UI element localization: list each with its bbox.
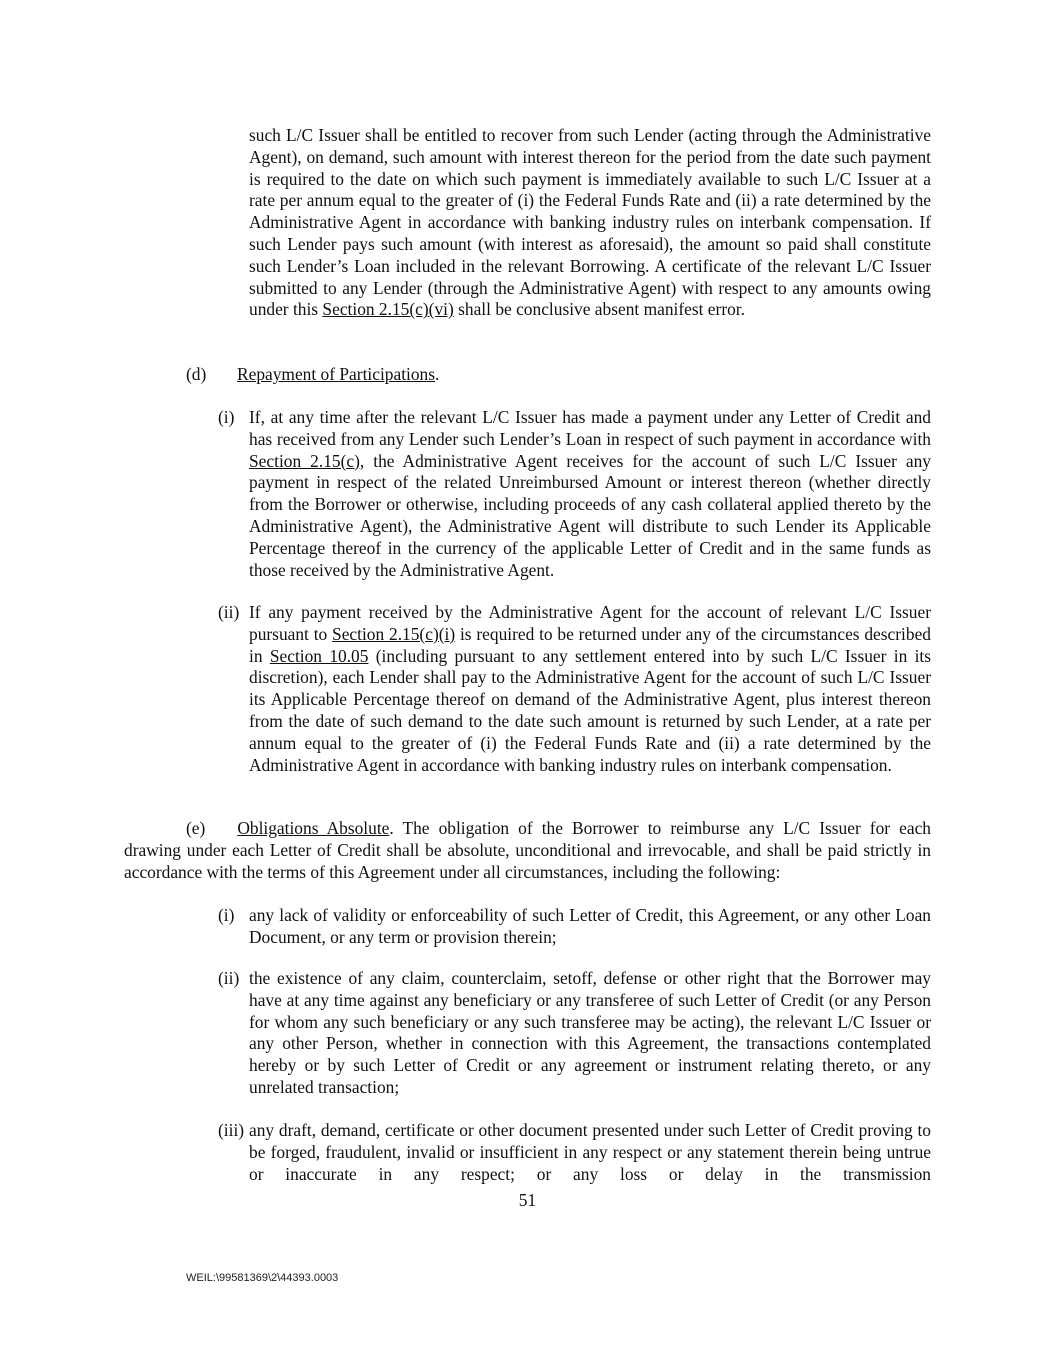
continuation-paragraph: such L/C Issuer shall be entitled to recover from such Lender (acting through the Administrative Agent), on demand, such amount with interest thereon for the period from the date such payment is required to the date on which such payment is immediately available to such L/C Issuer at a rate per annum equal to the greater of (i) the Federal Funds Rate and (ii) a rate determined by the Administrative Agent in accordance with banking industry rules on interbank compensation. If such Lender pays such amount (with interest as aforesaid), the amount so paid shall constitute such Lender’s Loan included in the relevant Borrowing. A certificate of the relevant L/C Issuer submitted to any Lender (through the Administrative Agent) with respect to any amounts owing under this Section 2.15(c)(vi) shall be conclusive absent manifest error. [249, 125, 931, 320]
section-e-item-i: any lack of validity or enforceability of such Letter of Credit, this Agreement, or any other Loan Document, or any term or provision therein; [249, 905, 931, 947]
page-number: 51 [518, 1190, 537, 1210]
section-ref: Section 2.15(c) [249, 450, 360, 471]
item-label: (ii) [218, 968, 240, 988]
section-d-item-ii: If any payment received by the Administrative Agent for the account of relevant L/C Issuer pursuant to Section 2.15(c)(i) is required to be returned under any of the circumstances described in Section 10.05 (including pursuant to any settlement entered into by such L/C Issuer in its discretion), each Lender shall pay to the Administrative Agent for the account of such L/C Issuer its Applicable Percentage thereof on demand of the Administrative Agent, plus interest thereon from the date of such demand to the date such amount is returned by such Lender, at a rate per annum equal to the greater of (i) the Federal Funds Rate and (ii) a rate determined by the Administrative Agent in accordance with banking industry rules on interbank compensation. [249, 602, 932, 775]
section-ref: Section 2.15(c)(i) [332, 623, 456, 644]
section-e-heading: Obligations Absolute [237, 818, 390, 838]
section-e-label: (e) [186, 818, 206, 838]
item-label: (i) [218, 905, 235, 925]
section-d-label: (d) [186, 364, 207, 384]
section-e-item-iii: any draft, demand, certificate or other document presented under such Letter of Credit proving to be forged, fraudulent, invalid or insufficient in any respect or any statement therein being untrue or inaccurate in any respect; or any loss or delay in the transmission [249, 1120, 931, 1184]
section-d-item-i: If, at any time after the relevant L/C Issuer has made a payment under any Letter of Credit and has received from any Lender such Lender’s Loan in respect of such payment in accordance with Section 2.15(c), the Administrative Agent receives for the account of such L/C Issuer any payment in respect of the related Unreimbursed Amount or interest thereon (whether directly from the Borrower or otherwise, including proceeds of any cash collateral applied thereto by the Administrative Agent), the Administrative Agent will distribute to such Lender its Applicable Percentage thereof in the currency of the applicable Letter of Credit and in the same funds as those received by the Administrative Agent. [249, 407, 931, 580]
item-label: (iii) [218, 1120, 245, 1140]
section-ref: Section 10.05 [269, 645, 369, 666]
section-e-paragraph: (e) Obligations Absolute. The obligation of the Borrower to reimburse any L/C Issuer for each drawing under each Letter of Credit shall be absolute, unconditional and irrevocable, and shall be paid strictly in accordance with the terms of this Agreement under all circumstances, including the following: [124, 818, 931, 882]
item-label: (i) [218, 407, 235, 427]
document-footer-id: WEIL:\99581369\2\44393.0003 [186, 1272, 339, 1284]
item-label: (ii) [218, 602, 240, 622]
section-ref: Section 2.15(c)(vi) [322, 299, 454, 320]
section-d-heading: Repayment of Participations. [237, 364, 440, 384]
section-e-item-ii: the existence of any claim, counterclaim, setoff, defense or other right that the Borrower may have at any time against any beneficiary or any transferee of such Letter of Credit (or any Person for whom any such beneficiary or any such transferee may be acting), the relevant L/C Issuer or any other Person, whether in connection with this Agreement, the transactions contemplated hereby or by such Letter of Credit or any agreement or instrument relating thereto, or any unrelated transaction; [249, 968, 931, 1097]
